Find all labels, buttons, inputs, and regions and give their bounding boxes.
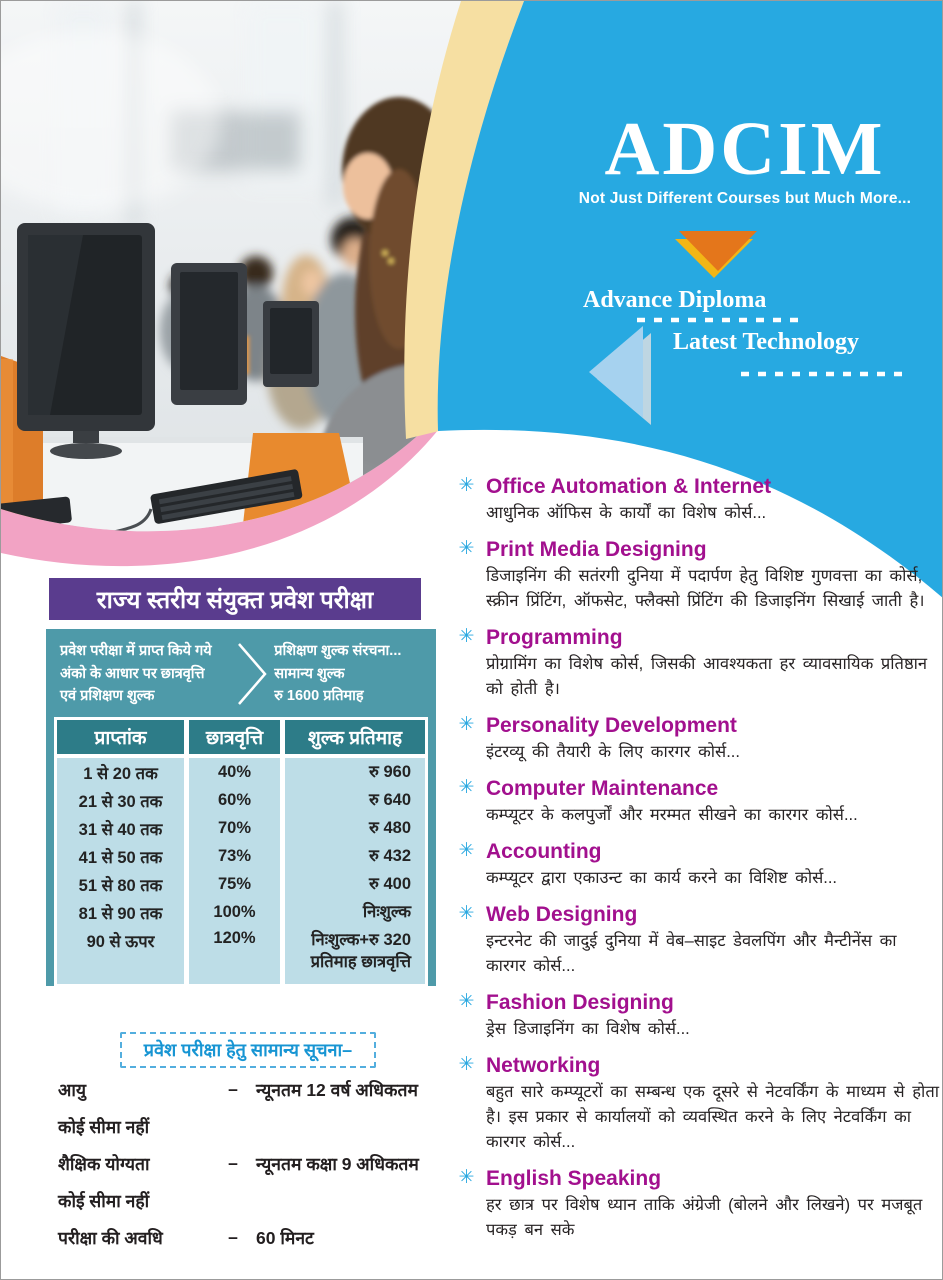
course-title: Computer Maintenance bbox=[486, 777, 719, 800]
table-cell: 21 से 30 तक bbox=[57, 786, 184, 814]
course-item bbox=[456, 777, 942, 828]
asterisk-icon: ✳ bbox=[458, 991, 475, 1012]
intro-left-line: एवं प्रशिक्षण शुल्क bbox=[60, 688, 155, 705]
info-separator: – bbox=[228, 1227, 238, 1247]
info-value: 60 मिनट bbox=[256, 1227, 314, 1248]
table-cell: 40% bbox=[189, 758, 280, 786]
latest-technology-label: Latest Technology bbox=[673, 329, 860, 355]
table-cell: रु 432 bbox=[285, 842, 425, 870]
brand-tagline: Not Just Different Courses but Much More... bbox=[578, 190, 912, 207]
course-desc: आधुनिक ऑफिस के कार्यों का विशेष कोर्स... bbox=[486, 504, 767, 522]
table-cell: रु 960 bbox=[285, 758, 425, 786]
course-title: Web Designing bbox=[486, 903, 638, 926]
course-item bbox=[456, 991, 942, 1042]
table-cell: रु 400 bbox=[285, 870, 425, 898]
course-title: English Speaking bbox=[486, 1167, 662, 1190]
course-desc: प्रोग्रामिंग का विशेष कोर्स, जिसकी आवश्यकता हर व्यावसायिक प्रतिष्ठान को होती है। bbox=[486, 655, 928, 698]
table-cell: 100% bbox=[189, 898, 280, 926]
intro-right-line: रु 1600 प्रतिमाह bbox=[274, 688, 364, 705]
course-desc: बहुत सारे कम्प्यूटरों का सम्बन्ध एक दूसरे से नेटवर्किंग के माध्यम से होता है। इस प्रकार से कार्यालयों को व्यवस्थित करने के लिए नेटवर्किंग का कारगर कोर्स... bbox=[486, 1083, 940, 1151]
asterisk-icon: ✳ bbox=[458, 626, 475, 647]
brand-block bbox=[549, 107, 941, 208]
course-title: Networking bbox=[486, 1054, 601, 1077]
table-header-cell: प्राप्तांक bbox=[57, 720, 184, 758]
info-label: परीक्षा की अवधि bbox=[58, 1227, 163, 1248]
course-item bbox=[456, 903, 942, 979]
asterisk-icon: ✳ bbox=[458, 1167, 475, 1188]
table-cell: 73% bbox=[189, 842, 280, 870]
course-item bbox=[456, 538, 942, 614]
course-item bbox=[456, 475, 942, 526]
course-desc: कम्प्यूटर द्वारा एकाउन्ट का कार्य करने का विशिष्ट कोर्स... bbox=[486, 869, 838, 887]
course-title: Fashion Designing bbox=[486, 991, 674, 1014]
course-desc: डिजाइनिंग की सतंरगी दुनिया में पदार्पण हेतु विशिष्ट गुणवत्ता का कोर्स, स्क्रीन प्रिंटिंग, ऑफसेट, फ्लैक्सो प्रिंटिंग की डिजाइनिंग सिखाई जाती है। bbox=[486, 567, 925, 610]
course-desc: इंटरव्यू की तैयारी के लिए कारगर कोर्स... bbox=[486, 743, 740, 761]
course-title: Print Media Designing bbox=[486, 538, 707, 561]
info-label: कोई सीमा नहीं bbox=[58, 1190, 150, 1211]
table-cell: 41 से 50 तक bbox=[57, 842, 184, 870]
intro-right-line: सामान्य शुल्क bbox=[274, 665, 345, 682]
course-item bbox=[456, 714, 942, 765]
table-cell: 1 से 20 तक bbox=[57, 758, 184, 786]
intro-left-line: प्रवेश परीक्षा में प्राप्त किये गये bbox=[60, 643, 212, 660]
info-row bbox=[58, 1108, 458, 1145]
table-cell: 51 से 80 तक bbox=[57, 870, 184, 898]
info-row bbox=[58, 1219, 458, 1256]
table-cell: 90 से ऊपर bbox=[57, 926, 184, 984]
asterisk-icon: ✳ bbox=[458, 538, 475, 559]
info-label: आयु bbox=[58, 1079, 87, 1100]
exam-title-banner: राज्य स्तरीय संयुक्त प्रवेश परीक्षा bbox=[49, 578, 421, 620]
table-cell: रु 480 bbox=[285, 814, 425, 842]
scholarship-panel bbox=[46, 629, 436, 986]
course-title: Office Automation & Internet bbox=[486, 475, 772, 498]
intro-left-text bbox=[54, 640, 232, 707]
info-row bbox=[58, 1145, 458, 1182]
table-cell: निःशुल्क+रु 320 प्रतिमाह छात्रवृत्ति bbox=[285, 926, 425, 984]
table-cell: 60% bbox=[189, 786, 280, 814]
table-cell: निःशुल्क bbox=[285, 898, 425, 926]
intro-right-text bbox=[272, 640, 428, 707]
course-list bbox=[456, 475, 942, 1243]
course-item bbox=[456, 840, 942, 891]
advance-diploma-label: Advance Diploma bbox=[583, 287, 767, 313]
table-cell: 70% bbox=[189, 814, 280, 842]
asterisk-icon: ✳ bbox=[458, 1054, 475, 1075]
brand-title: ADCIM bbox=[604, 107, 886, 191]
info-label: शैक्षिक योग्यता bbox=[58, 1153, 150, 1174]
intro-right-line: प्रशिक्षण शुल्क संरचना... bbox=[274, 643, 402, 660]
scholarship-fee-table bbox=[54, 717, 428, 987]
asterisk-icon: ✳ bbox=[458, 840, 475, 861]
info-separator: – bbox=[228, 1153, 238, 1173]
chevron-right-icon bbox=[232, 639, 272, 709]
info-row bbox=[58, 1182, 458, 1219]
info-label: कोई सीमा नहीं bbox=[58, 1116, 150, 1137]
table-cell: 75% bbox=[189, 870, 280, 898]
course-desc: ड्रेस डिजाइनिंग का विशेष कोर्स... bbox=[486, 1020, 690, 1038]
general-info-list bbox=[58, 1071, 458, 1256]
intro-left-line: अंको के आधार पर छात्रवृत्ति bbox=[60, 665, 205, 682]
course-desc: हर छात्र पर विशेष ध्यान ताकि अंग्रेजी (बोलने और लिखने) पर मजबूत पकड़ बन सके bbox=[486, 1196, 923, 1239]
asterisk-icon: ✳ bbox=[458, 475, 475, 496]
table-header-cell: छात्रवृत्ति bbox=[189, 720, 280, 758]
course-item bbox=[456, 1054, 942, 1155]
asterisk-icon: ✳ bbox=[458, 903, 475, 924]
table-cell: 31 से 40 तक bbox=[57, 814, 184, 842]
course-desc: कम्प्यूटर के कलपुर्जों और मरम्मत सीखने का कारगर कोर्स... bbox=[486, 806, 858, 824]
course-item bbox=[456, 626, 942, 702]
course-desc: इन्टरनेट की जादुई दुनिया में वेब–साइट डेवलपिंग और मैन्टीनेंस का कारगर कोर्स... bbox=[486, 932, 897, 975]
course-title: Personality Development bbox=[486, 714, 737, 737]
table-cell: 81 से 90 तक bbox=[57, 898, 184, 926]
info-row bbox=[58, 1071, 458, 1108]
course-item bbox=[456, 1167, 942, 1243]
table-header-cell: शुल्क प्रतिमाह bbox=[285, 720, 425, 758]
course-title: Programming bbox=[486, 626, 623, 649]
asterisk-icon: ✳ bbox=[458, 777, 475, 798]
table-cell: 120% bbox=[189, 926, 280, 984]
general-info-title: प्रवेश परीक्षा हेतु सामान्य सूचना– bbox=[120, 1032, 376, 1068]
course-title: Accounting bbox=[486, 840, 602, 863]
info-separator: – bbox=[228, 1079, 238, 1099]
info-value: न्यूनतम कक्षा 9 अधिकतम bbox=[256, 1153, 419, 1174]
asterisk-icon: ✳ bbox=[458, 714, 475, 735]
panel-intro bbox=[54, 639, 428, 709]
table-cell: रु 640 bbox=[285, 786, 425, 814]
info-value: न्यूनतम 12 वर्ष अधिकतम bbox=[256, 1079, 418, 1100]
